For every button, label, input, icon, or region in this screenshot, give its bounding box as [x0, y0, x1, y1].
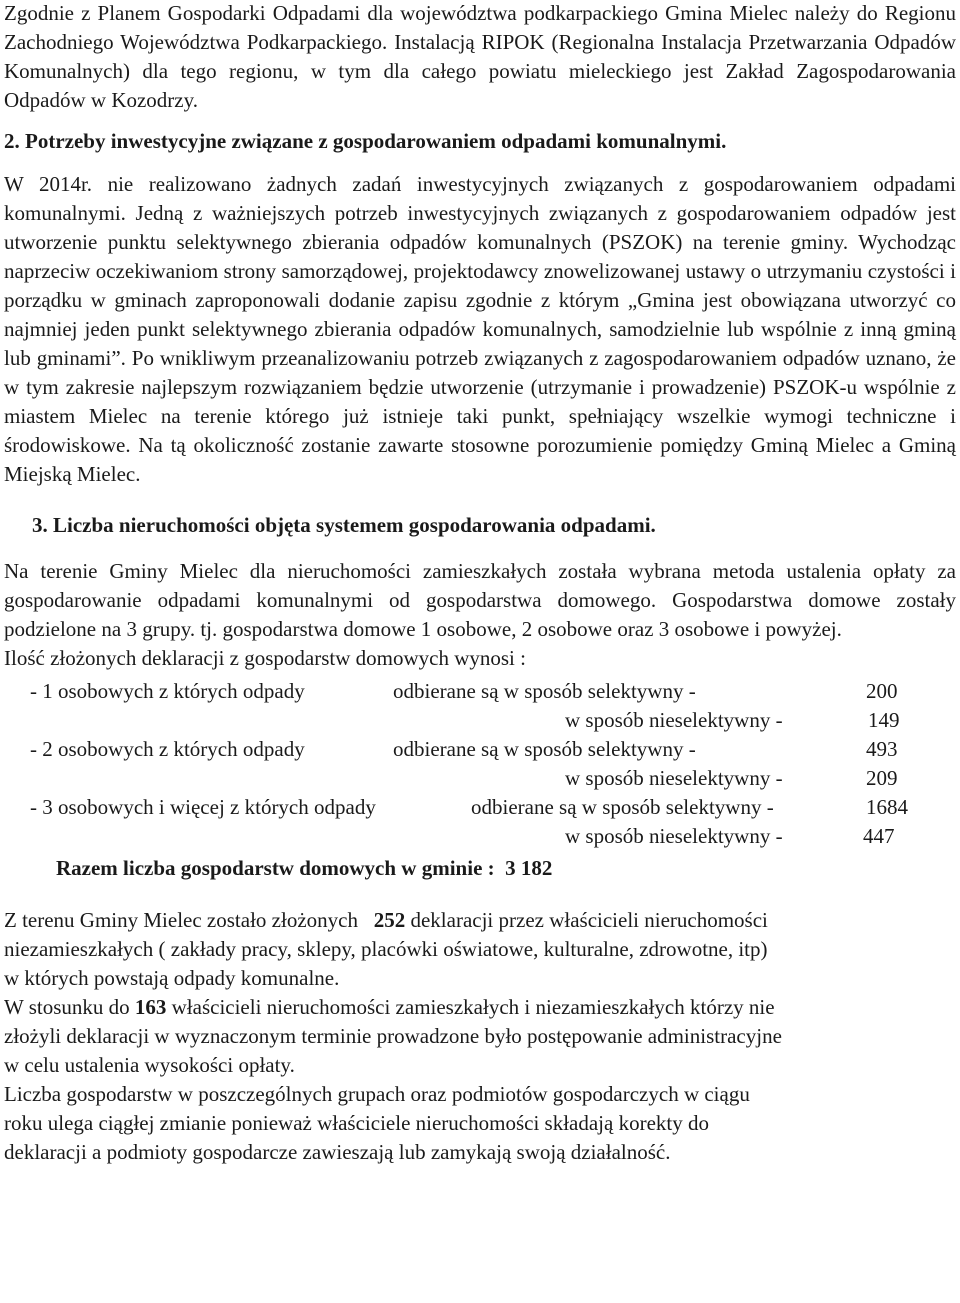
declarations-title: Ilość złożonych deklaracji z gospodarstw domowych wynosi : — [4, 646, 526, 670]
nonresidential-pre: Z terenu Gminy Mielec zostało złożonych — [4, 908, 358, 932]
list-item — [4, 677, 956, 706]
nonselective-label: w sposób nieselektywny - — [565, 708, 783, 732]
selective-count: 200 — [866, 679, 898, 703]
total-label: Razem liczba gospodarstw domowych w gminie : — [56, 856, 495, 880]
list-item — [4, 793, 956, 822]
enforcement-line-2: złożyli deklaracji w wyznaczonym terminie prowadzone było postępowanie administracyjne — [4, 1024, 782, 1048]
nonselective-label: w sposób nieselektywny - — [565, 824, 783, 848]
group-label: - 1 osobowych z których odpady — [30, 679, 305, 703]
list-item — [4, 764, 956, 793]
nonselective-count: 149 — [868, 708, 900, 732]
list-item — [4, 822, 956, 851]
fee-method-paragraph: Na terenie Gminy Mielec dla nieruchomości zamieszkałych została wybrana metoda ustalenia opłaty za gospodarowanie odpadami komunalnymi od gospodarstwa domowego. Gospodarstwa domowe zostały podzielone na 3 grupy. tj. gospodarstwa domowe 1 osobowe, 2 osobowe oraz 3 osobowe i powyżej. — [4, 559, 956, 641]
nonresidential-post: deklaracji przez właścicieli nieruchomości — [410, 908, 768, 932]
selective-count: 493 — [866, 737, 898, 761]
nonresidential-count: 252 — [373, 908, 406, 932]
section-3-heading: 3. Liczba nieruchomości objęta systemem gospodarowania odpadami. — [32, 513, 656, 537]
declarations-list — [4, 677, 956, 851]
selective-label: odbierane są w sposób selektywny - — [393, 737, 696, 761]
nonresidential-paragraph — [4, 906, 956, 993]
group-label: - 3 osobowych i więcej z których odpady — [30, 795, 376, 819]
enforcement-count: 163 — [134, 995, 167, 1019]
enforcement-pre: W stosunku do — [4, 995, 130, 1019]
document-page — [4, 0, 956, 1167]
nonselective-count: 209 — [866, 766, 898, 790]
households-total — [56, 854, 956, 883]
selective-count: 1684 — [866, 795, 908, 819]
changes-line-2: roku ulega ciągłej zmianie ponieważ właściciele nieruchomości składają korekty do — [4, 1111, 709, 1135]
total-value: 3 182 — [505, 856, 553, 880]
nonselective-label: w sposób nieselektywny - — [565, 766, 783, 790]
intro-paragraph: Zgodnie z Planem Gospodarki Odpadami dla województwa podkarpackiego Gmina Mielec należy do Regionu Zachodniego Województwa Podkarpackiego. Instalacją RIPOK (Regionalna Instalacja Przetwarzania Odpadów Komunalnych) dla tego regionu, w tym dla całego powiatu mieleckiego jest Zakład Zagospodarowania Odpadów w Kozodrzy. — [4, 1, 956, 112]
section-2-heading: 2. Potrzeby inwestycyjne związane z gospodarowaniem odpadami komunalnymi. — [4, 129, 727, 153]
selective-label: odbierane są w sposób selektywny - — [471, 795, 774, 819]
group-label: - 2 osobowych z których odpady — [30, 737, 305, 761]
nonselective-count: 447 — [863, 824, 895, 848]
changes-paragraph — [4, 1080, 956, 1167]
enforcement-post: właścicieli nieruchomości zamieszkałych i niezamieszkałych którzy nie — [171, 995, 775, 1019]
enforcement-paragraph — [4, 993, 956, 1080]
nonresidential-line-2: niezamieszkałych ( zakłady pracy, sklepy, placówki oświatowe, kulturalne, zdrowotne, itp) — [4, 937, 768, 961]
changes-line-3: deklaracji a podmioty gospodarcze zawieszają lub zamykają swoją działalność. — [4, 1140, 671, 1164]
section-2-paragraph: W 2014r. nie realizowano żadnych zadań inwestycyjnych związanych z gospodarowaniem odpadami komunalnymi. Jedną z ważniejszych potrzeb inwestycyjnych związanych z gospodarowaniem odpadów jest utworzenie punktu selektywnego zbierania odpadów komunalnych (PSZOK) na terenie gminy. Wychodząc naprzeciw oczekiwaniom strony samorządowej, projektodawcy znowelizowanej ustawy o utrzymaniu czystości i porządku w gminach zaproponowali dodanie zapisu zgodnie z którym „Gmina jest obowiązana utworzyć co najmniej jeden punkt selektywnego zbierania odpadów komunalnych, samodzielnie lub wspólnie z inną gminą lub gminami”. Po wnikliwym przeanalizowaniu potrzeb związanych z zagospodarowaniem odpadów uznano, że w tym zakresie najlepszym rozwiązaniem będzie utworzenie (utrzymanie i prowadzenie) PSZOK-u wspólnie z miastem Mielec na terenie którego już istnieje taki punkt, spełniający wszelkie wymogi techniczne i środowiskowe. Na tą okoliczność zostanie zawarte stosowne porozumienie pomiędzy Gminą Mielec a Gminą Miejską Mielec. — [4, 172, 956, 486]
enforcement-line-3: w celu ustalenia wysokości opłaty. — [4, 1053, 295, 1077]
list-item — [4, 735, 956, 764]
list-item — [4, 706, 956, 735]
changes-line-1: Liczba gospodarstw w poszczególnych grupach oraz podmiotów gospodarczych w ciągu — [4, 1082, 750, 1106]
nonresidential-line-3: w których powstają odpady komunalne. — [4, 966, 340, 990]
selective-label: odbierane są w sposób selektywny - — [393, 679, 696, 703]
